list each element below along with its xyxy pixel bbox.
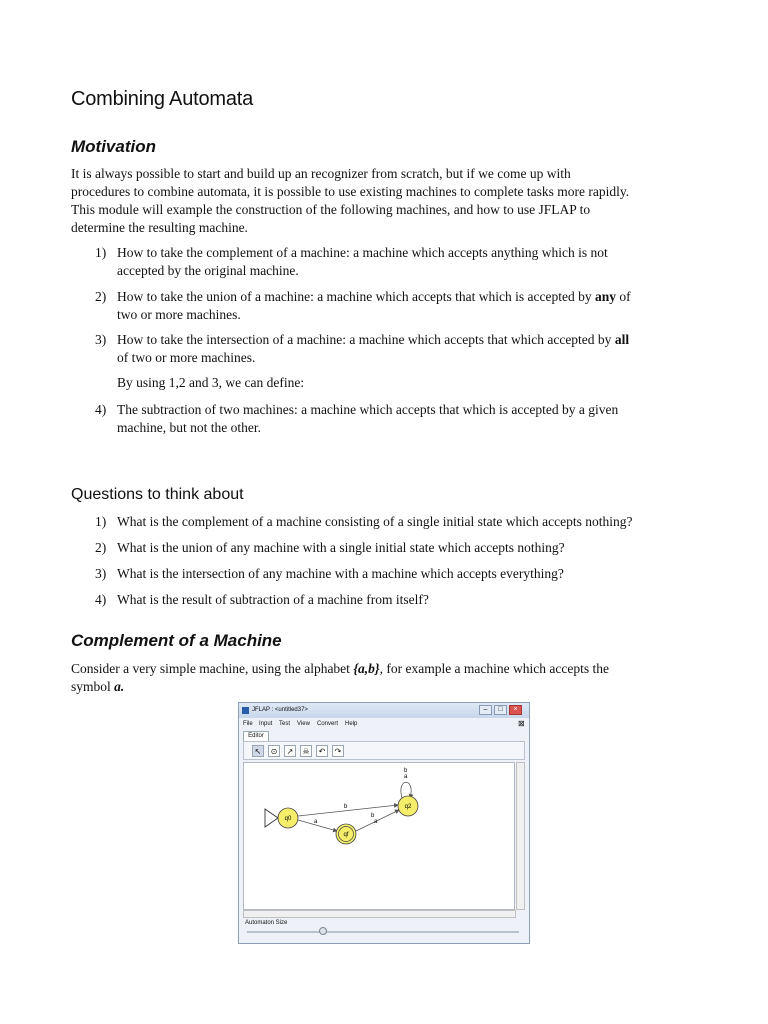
jflap-window xyxy=(238,702,530,944)
list-number: 1) xyxy=(95,514,107,529)
label-q0-qf: a xyxy=(314,819,318,825)
question-item xyxy=(95,539,705,557)
state-label-qf: qf xyxy=(343,832,349,838)
delete-tool-icon[interactable]: ☠ xyxy=(300,745,312,757)
para-line: procedures to combine automata, it is possible to use existing machines to complete tasks more rapidly. xyxy=(71,184,630,199)
list-number: 4) xyxy=(95,592,107,607)
list-item-2 xyxy=(95,288,705,324)
para-line: determine the resulting machine. xyxy=(71,220,248,235)
vertical-scrollbar[interactable] xyxy=(516,762,525,910)
transition-qf-q2 xyxy=(356,810,399,831)
tab-editor[interactable]: Editor xyxy=(243,731,269,741)
para-line: Consider a very simple machine, using the alphabet {a,b}, for example a machine which accepts the xyxy=(71,661,609,676)
question-text: What is the result of subtraction of a machine from itself? xyxy=(117,592,429,607)
question-text: What is the union of any machine with a single initial state which accepts nothing? xyxy=(117,540,565,555)
bold-any: any xyxy=(594,289,616,304)
horizontal-scrollbar[interactable] xyxy=(243,910,516,918)
dismiss-icon[interactable]: ⊠ xyxy=(518,719,525,728)
menu-input[interactable]: Input xyxy=(259,721,273,727)
window-titlebar xyxy=(239,703,529,718)
list-text: How to take the intersection of a machine: a machine which accepts that which accepted by all xyxy=(117,332,630,347)
menu-view[interactable]: View xyxy=(297,721,310,727)
menu-bar xyxy=(239,719,529,730)
motivation-heading: Motivation xyxy=(71,137,156,156)
list-number: 2) xyxy=(95,289,107,304)
jflap-app-icon xyxy=(242,707,249,714)
symbol-text: a. xyxy=(114,679,125,694)
question-item xyxy=(95,591,705,609)
label-loop-a: a xyxy=(404,774,408,780)
menu-help[interactable]: Help xyxy=(345,721,358,727)
question-item xyxy=(95,565,705,583)
loop-q2 xyxy=(401,782,411,798)
maximize-icon[interactable]: □ xyxy=(494,705,507,715)
using-line: By using 1,2 and 3, we can define: xyxy=(117,375,305,390)
menu-file[interactable]: File xyxy=(243,721,253,727)
questions-heading: Questions to think about xyxy=(71,486,244,503)
alphabet-text: {a,b} xyxy=(353,661,380,676)
list-text: The subtraction of two machines: a machine which accepts that which is accepted by a given xyxy=(117,402,619,417)
editor-toolbar xyxy=(243,741,525,760)
menu-test[interactable]: Test xyxy=(279,721,291,727)
redo-icon[interactable]: ↷ xyxy=(332,745,344,757)
list-text: of two or more machines. xyxy=(117,350,256,365)
list-number: 3) xyxy=(95,566,107,581)
para-line: This module will example the construction of the following machines, and how to use JFLAP to xyxy=(71,202,591,217)
transition-q0-q2 xyxy=(298,805,398,816)
close-icon[interactable]: × xyxy=(509,705,522,715)
list-number: 1) xyxy=(95,245,107,260)
pointer-tool-icon[interactable]: ↖ xyxy=(252,745,264,757)
label-qf-q2-a: a xyxy=(374,819,378,825)
list-item-3 xyxy=(95,331,705,367)
list-text: machine, but not the other. xyxy=(117,420,261,435)
motivation-paragraph xyxy=(71,165,711,237)
undo-icon[interactable]: ↶ xyxy=(316,745,328,757)
question-item xyxy=(95,513,705,531)
bold-all: all xyxy=(614,332,630,347)
list-text: How to take the union of a machine: a machine which accepts that which is accepted by any of xyxy=(117,289,631,304)
complement-heading: Complement of a Machine xyxy=(71,631,282,650)
window-title: JFLAP : <untitled37> xyxy=(252,707,308,713)
label-qf-q2-b: b xyxy=(371,813,375,819)
page-title: Combining Automata xyxy=(71,88,254,110)
initial-state-marker xyxy=(265,809,278,827)
para-line: symbol a. xyxy=(71,679,125,694)
menu-convert[interactable]: Convert xyxy=(317,721,339,727)
list-number: 2) xyxy=(95,540,107,555)
label-loop-b: b xyxy=(404,768,408,774)
list-text: two or more machines. xyxy=(117,307,241,322)
list-text: accepted by the original machine. xyxy=(117,263,299,278)
automaton-diagram xyxy=(244,763,514,909)
list-item-4 xyxy=(95,401,705,437)
complement-paragraph xyxy=(71,660,711,696)
transition-q0-qf xyxy=(298,820,337,831)
para-line: It is always possible to start and build up an recognizer from scratch, but if we come up with xyxy=(71,166,571,181)
slider-knob[interactable] xyxy=(319,927,327,935)
state-label-q2: q2 xyxy=(404,804,412,810)
state-label-q0: q0 xyxy=(284,816,292,822)
label-q0-q2: b xyxy=(344,804,348,810)
question-text: What is the complement of a machine consisting of a single initial state which accepts nothing? xyxy=(117,514,633,529)
state-tool-icon[interactable]: ⊙ xyxy=(268,745,280,757)
question-text: What is the intersection of any machine with a machine which accepts everything? xyxy=(117,566,564,581)
list-text: How to take the complement of a machine: a machine which accepts anything which is not xyxy=(117,245,608,260)
list-number: 4) xyxy=(95,402,107,417)
list-number: 3) xyxy=(95,332,107,347)
automaton-size-label: Automaton Size xyxy=(245,920,288,926)
transition-tool-icon[interactable]: ↗ xyxy=(284,745,296,757)
automaton-canvas[interactable] xyxy=(243,762,515,910)
automaton-size-slider[interactable] xyxy=(247,931,519,933)
list-item-1 xyxy=(95,244,705,280)
minimize-icon[interactable]: – xyxy=(479,705,492,715)
